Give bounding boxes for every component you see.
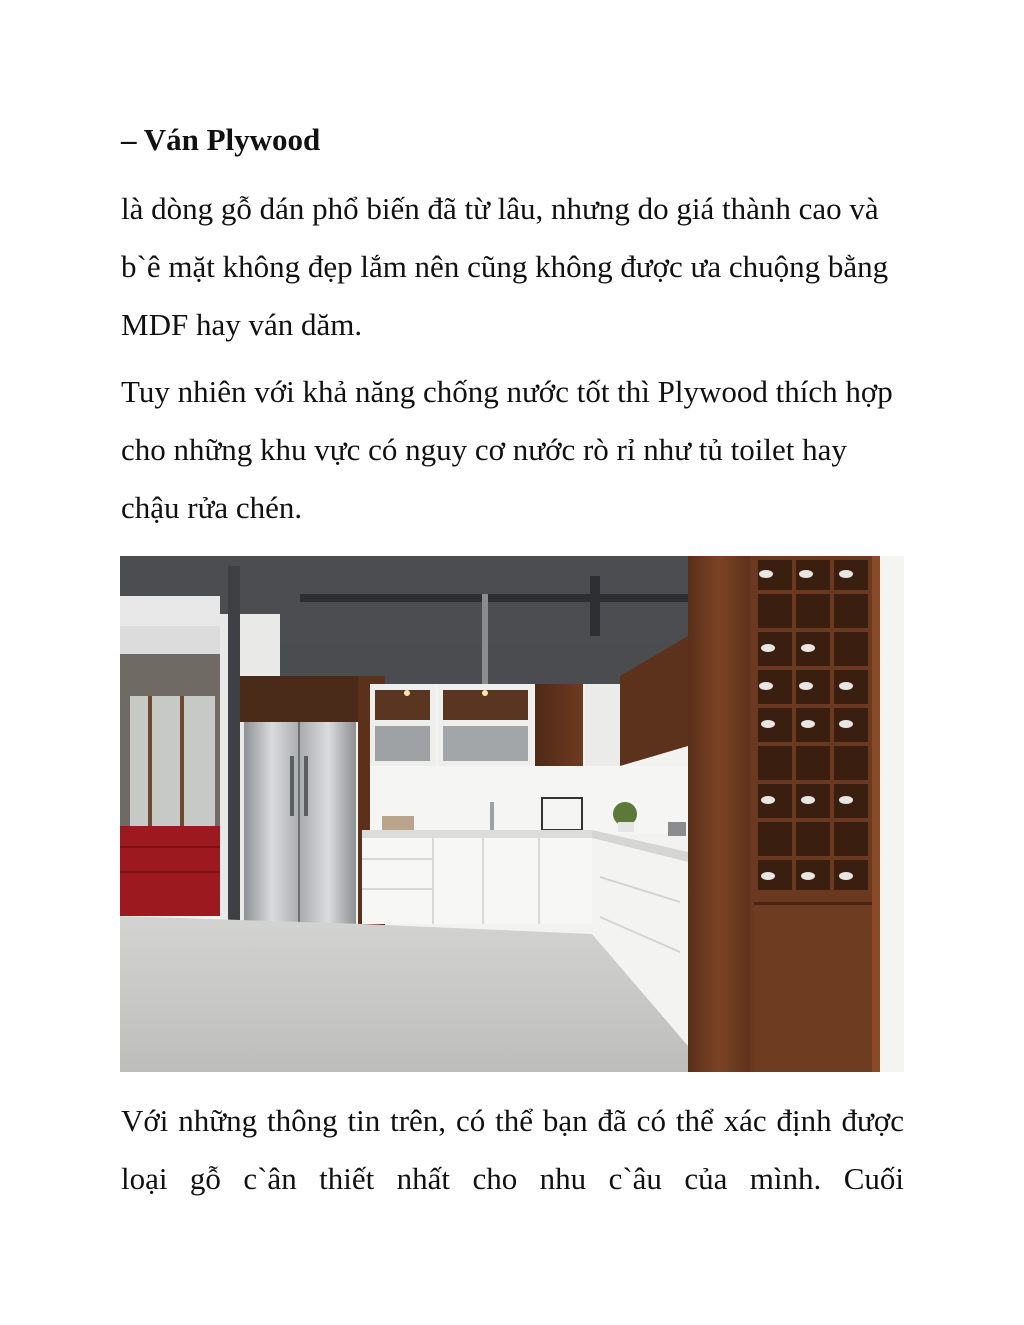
kitchen-photo bbox=[120, 556, 904, 1072]
wine-rack bbox=[754, 556, 872, 896]
paragraph-waterproof: Tuy nhiên với khả năng chống nước tốt thì Plywood thích hợp cho những khu vực có nguy cơ nước rò rỉ như tủ toilet hay chậu rửa chén. bbox=[121, 374, 893, 525]
section-heading: – Ván Plywood bbox=[121, 122, 321, 157]
paragraph-intro: là dòng gỗ dán phổ biến đã từ lâu, nhưng do giá thành cao và b`ê mặt không đẹp lắm nên cũng không được ưa chuộng bằng MDF hay ván dăm. bbox=[121, 191, 889, 342]
paragraph-conclusion: Với những thông tin trên, có thể bạn đã có thể xác định được loại gỗ c`ân thiết nhất cho nhu c`âu của mình. Cuối bbox=[121, 1103, 904, 1196]
